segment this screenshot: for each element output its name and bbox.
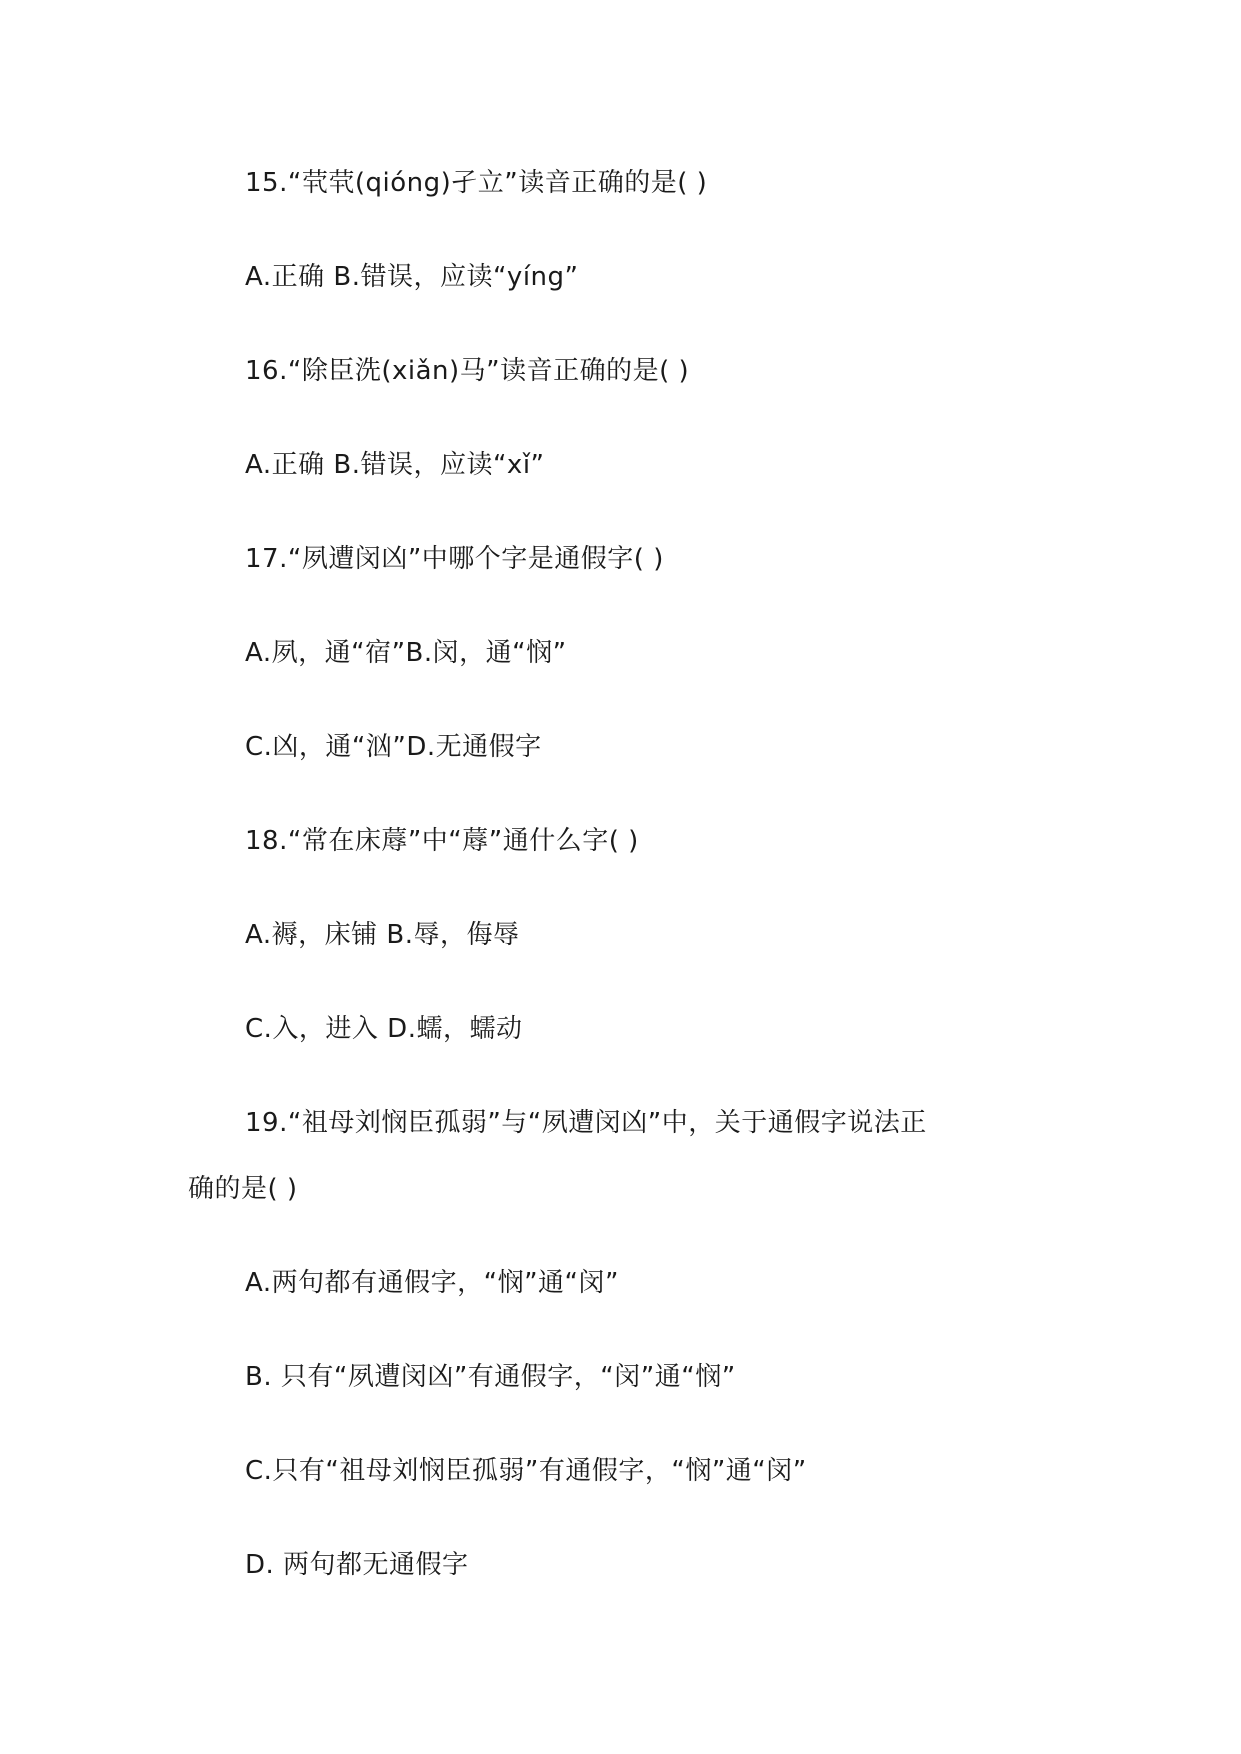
question-17-options-cd: C.凶，通“汹”D.无通假字 [245, 732, 542, 762]
question-16-options: A.正确 B.错误，应读“xǐ” [245, 450, 545, 480]
question-17-options-ab: A.夙，通“宿”B.闵，通“悯” [245, 638, 567, 668]
question-19-option-d: D. 两句都无通假字 [245, 1550, 469, 1580]
question-18-options-cd: C.入，进入 D.蠕，蠕动 [245, 1014, 523, 1044]
question-16-stem: 16.“除臣洗(xiǎn)马”读音正确的是( ) [245, 356, 690, 386]
question-19-option-a: A.两句都有通假字，“悯”通“闵” [245, 1268, 619, 1298]
question-19-option-c: C.只有“祖母刘悯臣孤弱”有通假字，“悯”通“闵” [245, 1456, 807, 1486]
question-18-options-ab: A.褥，床铺 B.辱，侮辱 [245, 920, 520, 950]
question-19-stem-line1: 19.“祖母刘悯臣孤弱”与“夙遭闵凶”中，关于通假字说法正 [245, 1108, 927, 1138]
question-19-stem-line2: 确的是( ) [188, 1174, 298, 1204]
question-15-options: A.正确 B.错误，应读“yíng” [245, 262, 579, 292]
question-19-option-b: B. 只有“夙遭闵凶”有通假字，“闵”通“悯” [245, 1362, 736, 1392]
question-17-stem: 17.“夙遭闵凶”中哪个字是通假字( ) [245, 544, 664, 574]
question-18-stem: 18.“常在床蓐”中“蓐”通什么字( ) [245, 826, 639, 856]
question-15-stem: 15.“茕茕(qióng)孑立”读音正确的是( ) [245, 168, 708, 198]
